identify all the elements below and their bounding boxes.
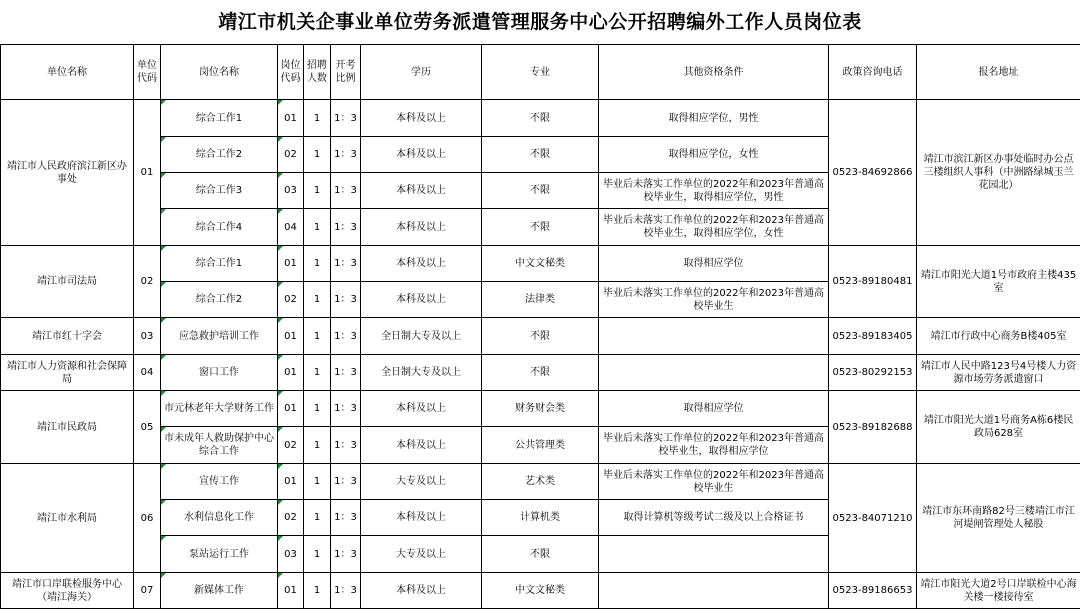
ratio-cell: 1：3: [331, 246, 361, 282]
other-cell: 毕业后未落实工作单位的2022年和2023年普通高校毕业生，取得相应学位，女性: [599, 209, 829, 246]
unit-code-cell: 07: [134, 573, 161, 609]
ratio-cell: 1：3: [331, 427, 361, 464]
unit-name-cell: 靖江市红十字会: [1, 318, 134, 355]
unit-code-cell: 01: [134, 100, 161, 246]
unit-code-cell: 03: [134, 318, 161, 355]
header-ratio: 开考比例: [331, 45, 361, 100]
ratio-cell: 1：3: [331, 391, 361, 427]
header-address: 报名地址: [917, 45, 1080, 100]
education-cell: 本科及以上: [361, 246, 482, 282]
post-name-cell: 综合工作2: [161, 282, 278, 318]
ratio-cell: 1：3: [331, 100, 361, 137]
table-row: [1, 464, 1080, 500]
ratio-cell: 1：3: [331, 464, 361, 500]
hire-count-cell: 1: [304, 536, 331, 573]
header-other: 其他资格条件: [599, 45, 829, 100]
hire-count-cell: 1: [304, 318, 331, 355]
post-code-cell: 02: [278, 137, 304, 173]
post-name-cell: 应急救护培训工作: [161, 318, 278, 355]
education-cell: 本科及以上: [361, 100, 482, 137]
other-cell: 取得相应学位，女性: [599, 137, 829, 173]
major-cell: 法律类: [482, 282, 599, 318]
other-cell: 取得相应学位: [599, 246, 829, 282]
other-cell: 毕业后未落实工作单位的2022年和2023年普通高校毕业生，取得相应学位，男性: [599, 173, 829, 209]
post-name-cell: 市元林老年大学财务工作: [161, 391, 278, 427]
header-post-code: 岗位代码: [278, 45, 304, 100]
post-name-cell: 窗口工作: [161, 355, 278, 391]
address-cell: 靖江市东环南路82号三楼靖江市江河堤闸管理处人秘股: [917, 464, 1080, 573]
education-cell: 本科及以上: [361, 173, 482, 209]
education-cell: 本科及以上: [361, 209, 482, 246]
other-cell: 取得相应学位: [599, 391, 829, 427]
other-cell: 毕业后未落实工作单位的2022年和2023年普通高校毕业生: [599, 282, 829, 318]
education-cell: 全日制大专及以上: [361, 355, 482, 391]
hire-count-cell: 1: [304, 500, 331, 536]
post-code-cell: 04: [278, 209, 304, 246]
ratio-cell: 1：3: [331, 318, 361, 355]
post-name-cell: 综合工作1: [161, 246, 278, 282]
address-cell: 靖江市阳光大道1号商务A栋6楼民政局628室: [917, 391, 1080, 464]
post-code-cell: 01: [278, 573, 304, 609]
major-cell: 财务财会类: [482, 391, 599, 427]
other-cell: [599, 355, 829, 391]
post-code-cell: 01: [278, 318, 304, 355]
post-code-cell: 03: [278, 536, 304, 573]
major-cell: 不限: [482, 318, 599, 355]
header-unit-name: 单位名称: [1, 45, 134, 100]
phone-cell: 0523-89180481: [829, 246, 917, 318]
ratio-cell: 1：3: [331, 282, 361, 318]
post-code-cell: 02: [278, 500, 304, 536]
hire-count-cell: 1: [304, 282, 331, 318]
header-unit-code: 单位代码: [134, 45, 161, 100]
other-cell: 取得相应学位，男性: [599, 100, 829, 137]
header-major: 专业: [482, 45, 599, 100]
post-name-cell: 综合工作4: [161, 209, 278, 246]
other-cell: [599, 318, 829, 355]
hire-count-cell: 1: [304, 464, 331, 500]
post-code-cell: 01: [278, 464, 304, 500]
phone-cell: 0523-80292153: [829, 355, 917, 391]
post-code-cell: 01: [278, 355, 304, 391]
other-cell: [599, 573, 829, 609]
ratio-cell: 1：3: [331, 355, 361, 391]
phone-cell: 0523-89186653: [829, 573, 917, 609]
ratio-cell: 1：3: [331, 500, 361, 536]
unit-name-cell: 靖江市司法局: [1, 246, 134, 318]
post-name-cell: 泵站运行工作: [161, 536, 278, 573]
major-cell: 不限: [482, 209, 599, 246]
major-cell: 艺术类: [482, 464, 599, 500]
ratio-cell: 1：3: [331, 573, 361, 609]
major-cell: 中文文秘类: [482, 573, 599, 609]
post-name-cell: 综合工作3: [161, 173, 278, 209]
post-name-cell: 新媒体工作: [161, 573, 278, 609]
major-cell: 中文文秘类: [482, 246, 599, 282]
unit-code-cell: 04: [134, 355, 161, 391]
post-code-cell: 01: [278, 100, 304, 137]
unit-name-cell: 靖江市人力资源和社会保障局: [1, 355, 134, 391]
other-cell: 毕业后未落实工作单位的2022年和2023年普通高校毕业生，取得相应学位: [599, 427, 829, 464]
post-name-cell: 综合工作1: [161, 100, 278, 137]
education-cell: 大专及以上: [361, 464, 482, 500]
education-cell: 本科及以上: [361, 573, 482, 609]
ratio-cell: 1：3: [331, 536, 361, 573]
unit-name-cell: 靖江市水利局: [1, 464, 134, 573]
post-name-cell: 综合工作2: [161, 137, 278, 173]
table-row: [1, 100, 1080, 137]
post-code-cell: 01: [278, 246, 304, 282]
phone-cell: 0523-89183405: [829, 318, 917, 355]
hire-count-cell: 1: [304, 137, 331, 173]
major-cell: 不限: [482, 100, 599, 137]
post-code-cell: 01: [278, 391, 304, 427]
header-post-name: 岗位名称: [161, 45, 278, 100]
major-cell: 不限: [482, 137, 599, 173]
address-cell: 靖江市人民中路123号4号楼人力资源市场劳务派遣窗口: [917, 355, 1080, 391]
unit-name-cell: 靖江市人民政府滨江新区办事处: [1, 100, 134, 246]
education-cell: 全日制大专及以上: [361, 318, 482, 355]
hire-count-cell: 1: [304, 246, 331, 282]
address-cell: 靖江市行政中心商务B楼405室: [917, 318, 1080, 355]
post-table: [0, 44, 1080, 609]
header-hire-count: 招聘人数: [304, 45, 331, 100]
major-cell: 计算机类: [482, 500, 599, 536]
ratio-cell: 1：3: [331, 137, 361, 173]
hire-count-cell: 1: [304, 209, 331, 246]
table-row: [1, 391, 1080, 427]
other-cell: 取得计算机等级考试二级及以上合格证书: [599, 500, 829, 536]
table-row: [1, 246, 1080, 282]
address-cell: 靖江市阳光大道2号口岸联检中心海关楼一楼接待室: [917, 573, 1080, 609]
ratio-cell: 1：3: [331, 173, 361, 209]
education-cell: 本科及以上: [361, 391, 482, 427]
unit-code-cell: 06: [134, 464, 161, 573]
post-code-cell: 03: [278, 173, 304, 209]
major-cell: 不限: [482, 536, 599, 573]
post-name-cell: 宣传工作: [161, 464, 278, 500]
table-row: [1, 355, 1080, 391]
education-cell: 本科及以上: [361, 427, 482, 464]
unit-code-cell: 05: [134, 391, 161, 464]
post-name-cell: 水利信息化工作: [161, 500, 278, 536]
education-cell: 本科及以上: [361, 282, 482, 318]
hire-count-cell: 1: [304, 427, 331, 464]
address-cell: 靖江市阳光大道1号市政府主楼435室: [917, 246, 1080, 318]
page-title: 靖江市机关企事业单位劳务派遣管理服务中心公开招聘编外工作人员岗位表: [218, 11, 862, 33]
table-row: [1, 573, 1080, 609]
phone-cell: 0523-89182688: [829, 391, 917, 464]
major-cell: 不限: [482, 355, 599, 391]
unit-name-cell: 靖江市口岸联检服务中心（靖江海关）: [1, 573, 134, 609]
education-cell: 本科及以上: [361, 500, 482, 536]
post-code-cell: 02: [278, 427, 304, 464]
phone-cell: 0523-84071210: [829, 464, 917, 573]
education-cell: 大专及以上: [361, 536, 482, 573]
education-cell: 本科及以上: [361, 137, 482, 173]
header-row: [1, 45, 1080, 100]
hire-count-cell: 1: [304, 391, 331, 427]
post-name-cell: 市未成年人救助保护中心综合工作: [161, 427, 278, 464]
other-cell: 毕业后未落实工作单位的2022年和2023年普通高校毕业生: [599, 464, 829, 500]
ratio-cell: 1：3: [331, 209, 361, 246]
hire-count-cell: 1: [304, 573, 331, 609]
hire-count-cell: 1: [304, 100, 331, 137]
hire-count-cell: 1: [304, 355, 331, 391]
other-cell: [599, 536, 829, 573]
unit-name-cell: 靖江市民政局: [1, 391, 134, 464]
unit-code-cell: 02: [134, 246, 161, 318]
header-phone: 政策咨询电话: [829, 45, 917, 100]
major-cell: 公共管理类: [482, 427, 599, 464]
hire-count-cell: 1: [304, 173, 331, 209]
address-cell: 靖江市滨江新区办事处临时办公点三楼组织人事科（中洲路绿城玉兰花园北）: [917, 100, 1080, 246]
major-cell: 不限: [482, 173, 599, 209]
header-education: 学历: [361, 45, 482, 100]
post-code-cell: 02: [278, 282, 304, 318]
phone-cell: 0523-84692866: [829, 100, 917, 246]
table-row: [1, 318, 1080, 355]
